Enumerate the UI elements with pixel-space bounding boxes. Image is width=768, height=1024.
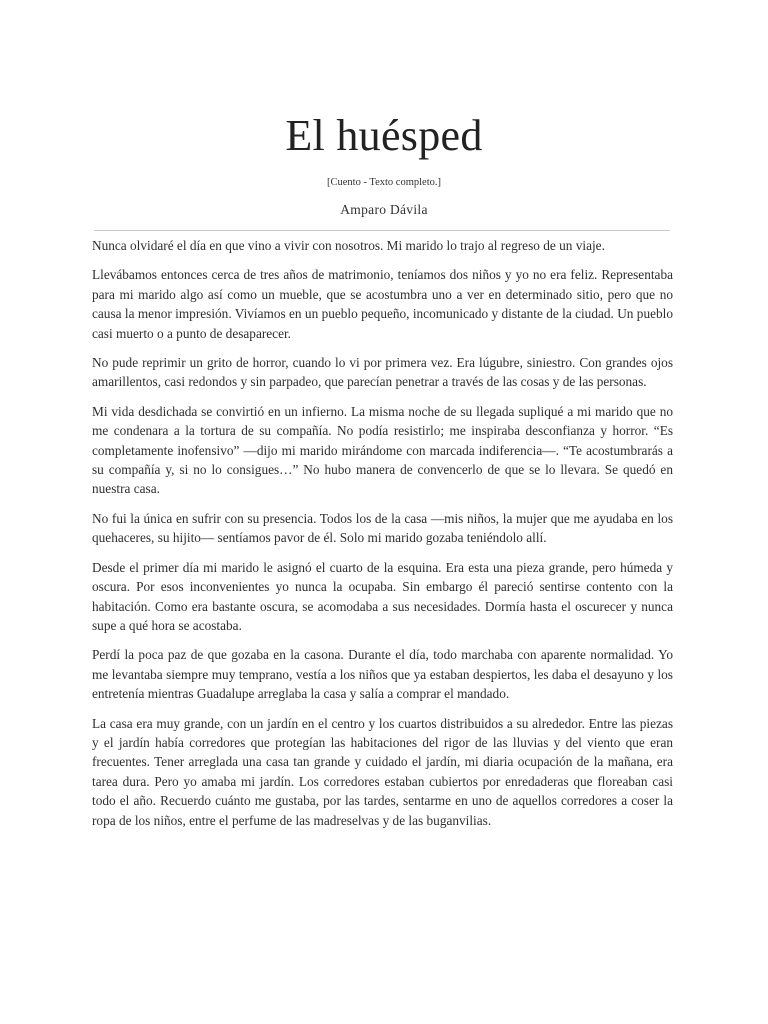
paragraph: Mi vida desdichada se convirtió en un infierno. La misma noche de su llegada supliqué a mi marido que no me condenara a la tortura de su compañía. No podía resistirlo; me inspiraba desconfianza y horror. “Es completamente inofensivo” —dijo mi marido mirándome con marcada indiferencia—. “Te acostumbrarás a su compañía y, si no lo consigues…” No hubo manera de convencerlo de que se lo llevara. Se quedó en nuestra casa.: [92, 403, 673, 497]
document-subtitle: [Cuento - Texto completo.]: [327, 177, 441, 188]
paragraph: Llevábamos entonces cerca de tres años de matrimonio, teníamos dos niños y yo no era feliz. Representaba para mi marido algo así como un mueble, que se acostumbra uno a ver en determinado sitio, pero que no causa la menor impresión. Vivíamos en un pueblo pequeño, incomunicado y distante de la ciudad. Un pueblo casi muerto o a punto de desaparecer.: [92, 267, 673, 341]
paragraph: No pude reprimir un grito de horror, cuando lo vi por primera vez. Era lúgubre, siniestro. Con grandes ojos amarillentos, casi redondos y sin parpadeo, que parecían penetrar a través de las cosas y de las personas.: [92, 355, 673, 390]
paragraph: Perdí la poca paz de que gozaba en la casona. Durante el día, todo marchaba con aparente normalidad. Yo me levantaba siempre muy temprano, vestía a los niños que ya estaban despiertos, les daba el desayuno y los entretenía mientras Guadalupe arreglaba la casa y salía a comprar el mandado.: [92, 647, 673, 702]
paragraph: No fui la única en sufrir con su presencia. Todos los de la casa —mis niños, la mujer que me ayudaba en los quehaceres, su hijito— sentíamos pavor de él. Solo mi marido gozaba teniéndolo allí.: [92, 510, 673, 546]
document-title: El huésped: [285, 111, 483, 160]
paragraph: Nunca olvidaré el día en que vino a vivir con nosotros. Mi marido lo trajo al regreso de un viaje.: [92, 238, 605, 253]
document-body: [92, 236, 673, 840]
title-divider: [94, 230, 670, 231]
paragraph: La casa era muy grande, con un jardín en el centro y los cuartos distribuidos a su alrededor. Entre las piezas y el jardín había corredores que protegían las habitaciones del rigor de las lluvias y del viento que eran frecuentes. Tener arreglada una casa tan grande y cuidado el jardín, mi diaria ocupación de la mañana, era tarea dura. Pero yo amaba mi jardín. Los corredores estaban cubiertos por enredaderas que floreaban casi todo el año. Recuerdo cuánto me gustaba, por las tardes, sentarme en uno de aquellos corredores a coser la ropa de los niños, entre el perfume de las madreselvas y de las buganvilias.: [92, 715, 673, 828]
document-author: Amparo Dávila: [340, 202, 428, 217]
paragraph: Desde el primer día mi marido le asignó el cuarto de la esquina. Era esta una pieza grande, pero húmeda y oscura. Por esos inconvenientes yo nunca la ocupaba. Sin embargo él pareció sentirse contento con la habitación. Como era bastante oscura, se acomodaba a sus necesidades. Dormía hasta el oscurecer y nunca supe a qué hora se acostaba.: [92, 559, 673, 633]
